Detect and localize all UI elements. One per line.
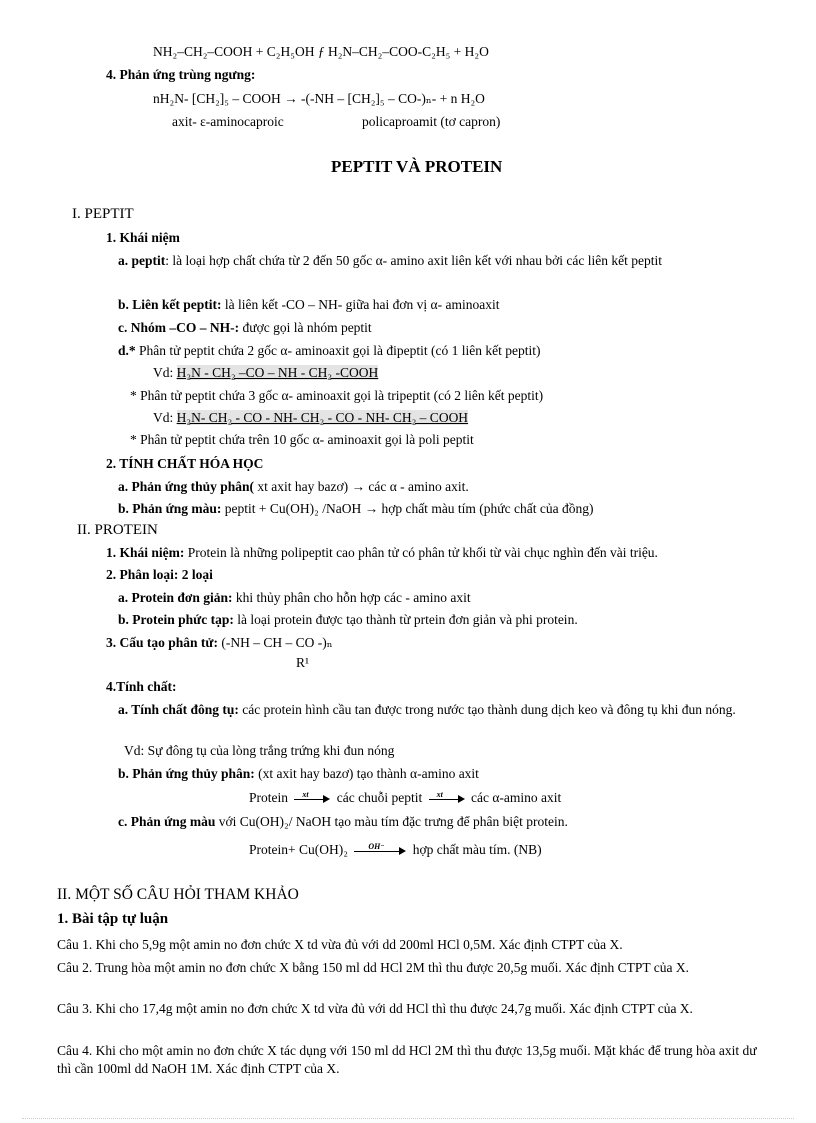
heading-peptit: I. PEPTIT [72,206,134,222]
tripeptide-note: * Phân tử peptit chứa 3 gốc α- aminoaxit gọi là tripeptit (có 2 liên kết peptit) [130,388,544,403]
protein-color-reaction: c. Phản ứng màu với Cu(OH)₂/ NaOH tạo màu tím đặc trưng để phân biệt protein. [118,814,568,829]
protein-concept: 1. Khái niệm: Protein là những polipeptit cao phân tử có phân tử khối từ vài chục nghìn đến vài triệu. [106,545,658,560]
simple-protein: a. Protein đơn giản: khi thủy phân cho hỗn hợp các - amino axit [118,590,471,605]
definition-peptide-bond: b. Liên kết peptit: là liên kết -CO – NH- giữa hai đơn vị α- aminoaxit [118,297,500,312]
color-reaction-scheme: Protein+ Cu(OH)₂ OH⁻ hợp chất màu tím. (NB) [249,841,542,857]
definition-peptide-group: c. Nhóm –CO – NH-: được gọi là nhóm peptit [118,320,372,335]
protein-classification: 2. Phân loại: 2 loại [106,567,213,582]
reaction-arrow-icon: OH⁻ [354,846,406,856]
structure-substituent: R¹ [296,655,310,670]
page-title: PEPTIT VÀ PROTEIN [331,157,503,176]
heading-protein: II. PROTEIN [77,522,158,538]
equilibrium-symbol: ƒ [317,44,325,59]
question-3: Câu 3. Khi cho 17,4g một amin no đơn chức X td vừa đủ với dd HCl thì thu được 24,7g muối. Xác định CTPT của X. [57,1001,693,1016]
reaction-arrow-icon: xt [429,794,465,804]
product-name: policaproamit (tơ capron) [362,114,501,129]
molecular-structure: 3. Cấu tạo phân tử: (-NH – CH – CO -)ₙ [106,635,333,650]
heading-concept: 1. Khái niệm [106,230,180,245]
section-polycondensation: 4. Phản ứng trùng ngưng: [106,67,256,82]
hydrolysis-scheme: Protein xt các chuỗi peptit xt các α-amino axit [249,789,562,805]
tripeptide-example: Vd: H₂N- CH₂ - CO - NH- CH₂ - CO - NH- CH₂ – COOH [153,410,469,425]
polypeptide-note: * Phân tử peptit chứa trên 10 gốc α- aminoaxit gọi là poli peptit [130,432,474,447]
complex-protein: b. Protein phức tạp: là loại protein được tạo thành từ prtein đơn giản và phi protein. [118,612,578,627]
question-4: Câu 4. Khi cho một amin no đơn chức X tác dụng với 150 ml dd HCl 2M thì thu được 13,5g muối. Mặt khác để trung hòa axit dư thì cần 100ml dd NaOH 1M. Xác định CTPT của X. [57,1043,757,1076]
esterification-equation: NH₂–CH₂–COOH + C₂H₅OH ƒ H₂N–CH₂–COO-C₂H₅ + H₂O [153,44,489,59]
color-reaction: b. Phản ứng màu: peptit + Cu(OH)₂ /NaOH → hợp chất màu tím (phức chất của đồng) [118,501,594,516]
coagulation-example: Vd: Sự đông tụ của lòng trắng trứng khi đun nóng [124,743,395,758]
reactant-name: axit- ε-aminocaproic [172,114,284,129]
protein-hydrolysis: b. Phản ứng thủy phân: (xt axit hay bazơ) tạo thành α-amino axit [118,766,479,781]
heading-reference-questions: II. MỘT SỐ CÂU HỎI THAM KHẢO [57,886,299,903]
heading-exercises: 1. Bài tập tự luận [57,911,169,927]
reaction-arrow-icon: xt [294,794,330,804]
hydrolysis-reaction: a. Phản ứng thủy phân( xt axit hay bazơ) → các α - amino axit. [118,479,469,494]
polycondensation-equation: nH₂N- [CH₂]₅ – COOH → -(-NH – [CH₂]₅ – CO-)ₙ- + n H₂O [153,91,485,106]
definition-peptit: a. peptit: là loại hợp chất chứa từ 2 đến 50 gốc α- amino axit liên kết với nhau bởi các liên kết peptit [118,253,662,268]
page-bottom-divider [22,1118,794,1119]
heading-chemical-properties: 2. TÍNH CHẤT HÓA HỌC [106,456,264,471]
dipeptide-note: d.* Phân tử peptit chứa 2 gốc α- aminoaxit gọi là đipeptit (có 1 liên kết peptit) [118,343,541,358]
question-1: Câu 1. Khi cho 5,9g một amin no đơn chức X td vừa đủ với dd 200ml HCl 0,5M. Xác định CTPT của X. [57,937,623,952]
question-2: Câu 2. Trung hòa một amin no đơn chức X bằng 150 ml dd HCl 2M thì thu được 20,5g muối. Xác định CTPT của X. [57,960,690,975]
heading-properties: 4.Tính chất: [106,679,177,694]
coagulation-property: a. Tính chất đông tụ: các protein hình cầu tan được trong nước tạo thành dung dịch keo và đông tụ khi đun nóng. [118,702,736,717]
dipeptide-example: Vd: H₂N - CH₂ –CO – NH - CH₂ -COOH [153,365,379,380]
